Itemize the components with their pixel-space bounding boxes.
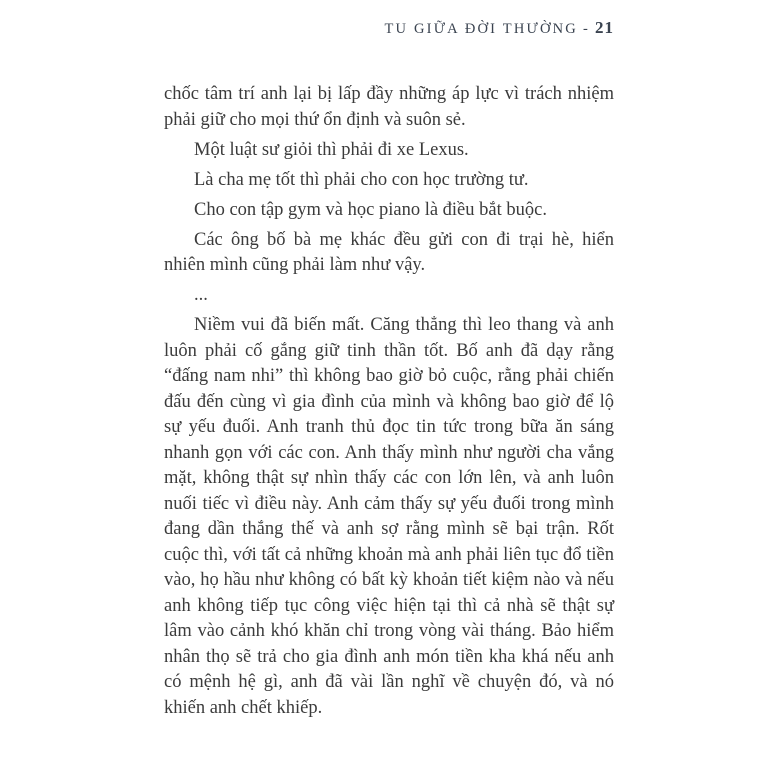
running-header-title: TU GIỮA ĐỜI THƯỜNG bbox=[384, 21, 578, 37]
paragraph: chốc tâm trí anh lại bị lấp đầy những áp lực vì trách nhiệm phải giữ cho mọi thứ ổn định và suôn sẻ. bbox=[164, 84, 614, 130]
page-number: 21 bbox=[595, 18, 614, 37]
running-header bbox=[164, 18, 614, 38]
paragraph: Niềm vui đã biến mất. Căng thẳng thì leo thang và anh luôn phải cố gắng giữ tinh thần tốt. Bố anh đã dạy rằng “đấng nam nhi” thì không bao giờ bỏ cuộc, rằng phải chiến đấu đến cùng vì gia đình của mình và không bao giờ để lộ sự yếu đuối. Anh tranh thủ đọc tin tức trong bữa ăn sáng nhanh gọn với các con. Anh thấy mình như người cha vắng mặt, không thật sự nhìn thấy các con lớn lên, và anh luôn nuối tiếc vì điều này. Anh cảm thấy sự yếu đuối trong mình đang dần thắng thế và anh sợ rằng mình sẽ bại trận. Rốt cuộc thì, với tất cả những khoản mà anh phải liên tục đổ tiền vào, họ hầu như không có bất kỳ khoản tiết kiệm nào và nếu anh không tiếp tục công việc hiện tại thì cả nhà sẽ thật sự lâm vào cảnh khó khăn chỉ trong vòng vài tháng. Bảo hiểm nhân thọ sẽ trả cho gia đình anh món tiền kha khá nếu anh có mệnh hệ gì, anh đã vài lần nghĩ về chuyện đó, và nó khiến anh chết khiếp. bbox=[164, 315, 614, 718]
paragraph: Một luật sư giỏi thì phải đi xe Lexus. bbox=[194, 139, 469, 160]
paragraph: Cho con tập gym và học piano là điều bắt buộc. bbox=[194, 199, 547, 220]
paragraph: Các ông bố bà mẹ khác đều gửi con đi trại hè, hiển nhiên mình cũng phải làm như vậy. bbox=[164, 229, 614, 275]
paragraph: Là cha mẹ tốt thì phải cho con học trường tư. bbox=[194, 169, 529, 190]
running-header-separator: - bbox=[582, 21, 590, 37]
page-body-text bbox=[164, 82, 614, 726]
paragraph: ... bbox=[194, 285, 208, 305]
